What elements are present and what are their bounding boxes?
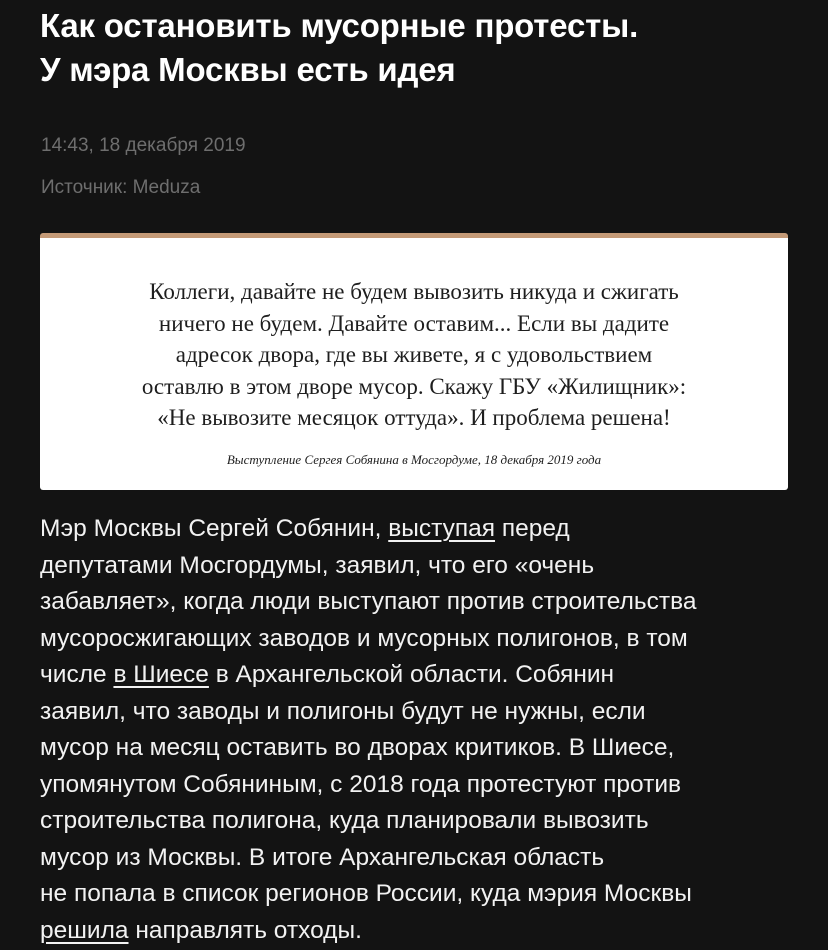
body-text-segment: перед: [495, 515, 570, 542]
link-speech[interactable]: выступая: [388, 515, 496, 542]
link-shies[interactable]: в Шиесе: [113, 661, 209, 688]
body-line: мусор на месяц оставить во дворах критиков. В Шиесе,: [40, 734, 675, 761]
quote-line: адресок двора, где вы живете, я с удовольствием: [175, 342, 653, 367]
quote-line: Коллеги, давайте не будем вывозить никуда и сжигать: [149, 279, 679, 304]
body-line: мусоросжигающих заводов и мусорных полигонов, в том: [40, 624, 688, 652]
body-line: заявил, что заводы и полигоны будут не нужны, если: [40, 697, 646, 725]
body-line: мусор из Москвы. В итоге Архангельская область: [40, 843, 605, 871]
body-line: не попала в список регионов России, куда мэрия Москвы: [40, 880, 692, 907]
link-decided[interactable]: решила: [40, 916, 129, 944]
body-line: строительства полигона, куда планировали вывозить: [40, 807, 649, 834]
publish-date: 14:43, 18 декабря 2019: [41, 135, 246, 156]
quote-text: [40, 276, 788, 434]
article-body: [40, 511, 810, 949]
quote-card: [40, 233, 788, 490]
body-line: депутатами Мосгордумы, заявил, что его «очень: [40, 551, 595, 579]
body-text-segment: числе: [40, 661, 114, 688]
body-line: забавляет», когда люди выступают против строительства: [40, 588, 697, 615]
body-text-segment: Мэр Москвы Сергей Собянин,: [40, 515, 389, 542]
body-line: [40, 657, 810, 694]
article-title-line: Как остановить мусорные протесты.: [40, 7, 639, 44]
body-line: [40, 913, 810, 950]
body-text-segment: направлять отходы.: [128, 916, 362, 944]
quote-line: ничего не будем. Давайте оставим... Если вы дадите: [158, 310, 670, 336]
quote-line: оставлю в этом дворе мусор. Скажу ГБУ «Жилищник»:: [141, 373, 687, 399]
quote-line: «Не вывозите месяцок оттуда». И проблема решена!: [157, 405, 671, 430]
quote-caption: Выступление Сергея Собянина в Мосгордуме, 18 декабря 2019 года: [226, 452, 602, 467]
article-title-line: У мэра Москвы есть идея: [40, 51, 456, 88]
body-text-segment: в Архангельской области. Собянин: [208, 661, 615, 688]
article-source: Источник: Meduza: [41, 177, 201, 198]
article-title: [40, 4, 800, 92]
body-line: [40, 511, 810, 548]
body-line: упомянутом Собяниным, с 2018 года протестуют против: [40, 770, 682, 798]
